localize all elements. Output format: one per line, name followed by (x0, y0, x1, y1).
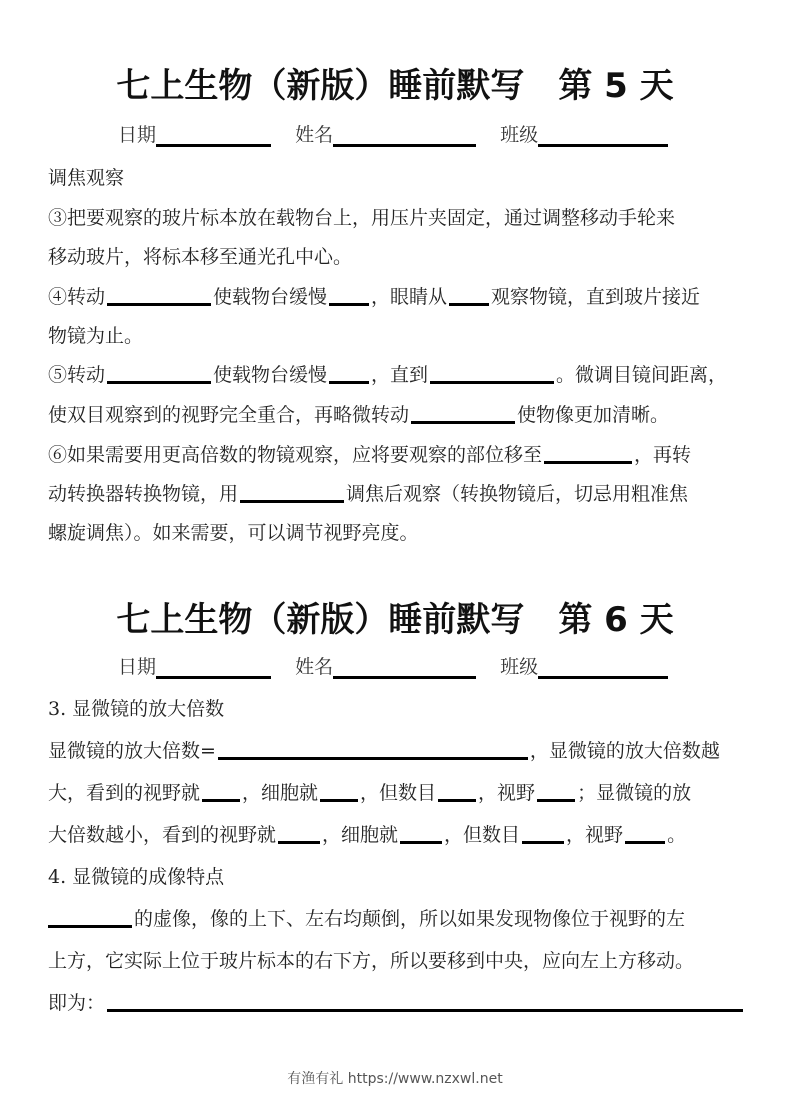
name-field[interactable] (333, 124, 476, 147)
section-heading: 4. 显微镜的成像特点 (48, 866, 225, 888)
date-field[interactable] (156, 656, 271, 679)
class-field[interactable] (538, 656, 668, 679)
text: ，但数目 (360, 782, 437, 804)
text: 。微调目镜间距离， (556, 364, 728, 386)
fill-blank[interactable] (537, 781, 575, 802)
section-title-day6: 七上生物（新版）睡前默写 第 6 天 (116, 600, 674, 640)
text: ④转动 (48, 286, 106, 308)
fill-blank[interactable] (107, 991, 743, 1012)
text: 使载物台缓慢 (213, 286, 328, 308)
section-heading: 调焦观察 (48, 167, 125, 189)
text: 使双目观察到的视野完全重合，再略微转动 (48, 404, 410, 426)
fill-blank[interactable] (107, 363, 211, 384)
text-line: 物镜为止。 (48, 325, 144, 347)
text: 的虚像，像的上下、左右均颠倒，所以如果发现物像位于视野的左 (134, 908, 686, 930)
text: ，细胞就 (242, 782, 319, 804)
text: 动转换器转换物镜，用 (48, 483, 239, 505)
text: ，再转 (634, 444, 692, 466)
fill-blank[interactable] (411, 403, 515, 424)
text: ⑤转动 (48, 364, 106, 386)
text: ，细胞就 (322, 824, 399, 846)
fill-blank[interactable] (544, 443, 632, 464)
text-line (48, 440, 691, 467)
text: ；显微镜的放 (577, 782, 692, 804)
fill-blank[interactable] (240, 482, 344, 503)
class-field[interactable] (538, 124, 668, 147)
text: 调焦后观察（转换物镜后，切忌用粗准焦 (346, 483, 689, 505)
text-line (48, 479, 688, 506)
name-label: 姓名 (295, 656, 334, 678)
footer-watermark: 有渔有礼 https://www.nzxwl.net (287, 1071, 503, 1087)
fill-blank[interactable] (48, 907, 132, 928)
text-line: 上方，它实际上位于玻片标本的右下方，所以要移到中央，应向左上方移动。 (48, 950, 695, 972)
text: 使载物台缓慢 (213, 364, 328, 386)
text-line (48, 820, 686, 847)
text-line (48, 988, 745, 1015)
fill-blank[interactable] (430, 363, 554, 384)
text-line (48, 778, 691, 805)
text: ，直到 (371, 364, 429, 386)
name-field[interactable] (333, 656, 476, 679)
text: 观察物镜，直到玻片接近 (491, 286, 701, 308)
text-line (48, 360, 727, 387)
section-heading: 3. 显微镜的放大倍数 (48, 698, 225, 720)
class-label: 班级 (500, 124, 539, 146)
text-line: 螺旋调焦）。如来需要，可以调节视野亮度。 (48, 522, 419, 544)
text: 显微镜的放大倍数= (48, 740, 216, 762)
text: 使物像更加清晰。 (517, 404, 670, 426)
text-line (48, 736, 720, 763)
text: ，眼睛从 (371, 286, 448, 308)
text: 即为： (48, 992, 106, 1014)
text: 。 (667, 824, 687, 846)
fill-blank[interactable] (400, 823, 442, 844)
fill-blank[interactable] (218, 739, 528, 760)
fill-blank[interactable] (438, 781, 476, 802)
text-line: ③把要观察的玻片标本放在载物台上，用压片夹固定，通过调整移动手轮来 (48, 207, 676, 229)
meta-row-day6 (118, 652, 686, 679)
fill-blank[interactable] (625, 823, 665, 844)
text: ，但数目 (444, 824, 521, 846)
text-line (48, 904, 685, 931)
fill-blank[interactable] (320, 781, 358, 802)
text: 大，看到的视野就 (48, 782, 201, 804)
text-line: 移动玻片，将标本移至通光孔中心。 (48, 246, 353, 268)
text: ，显微镜的放大倍数越 (529, 740, 720, 762)
text: 大倍数越小，看到的视野就 (48, 824, 277, 846)
section-title-day5: 七上生物（新版）睡前默写 第 5 天 (116, 66, 674, 106)
text: ，视野 (566, 824, 624, 846)
meta-row-day5 (118, 120, 686, 147)
date-label: 日期 (118, 656, 157, 678)
name-label: 姓名 (295, 124, 334, 146)
text-line (48, 282, 700, 309)
date-label: 日期 (118, 124, 157, 146)
fill-blank[interactable] (107, 285, 211, 306)
fill-blank[interactable] (202, 781, 240, 802)
class-label: 班级 (500, 656, 539, 678)
text-line (48, 400, 669, 427)
text: ，视野 (478, 782, 536, 804)
date-field[interactable] (156, 124, 271, 147)
text: ⑥如果需要用更高倍数的物镜观察，应将要观察的部位移至 (48, 444, 543, 466)
fill-blank[interactable] (522, 823, 564, 844)
fill-blank[interactable] (329, 363, 369, 384)
fill-blank[interactable] (449, 285, 489, 306)
fill-blank[interactable] (329, 285, 369, 306)
fill-blank[interactable] (278, 823, 320, 844)
